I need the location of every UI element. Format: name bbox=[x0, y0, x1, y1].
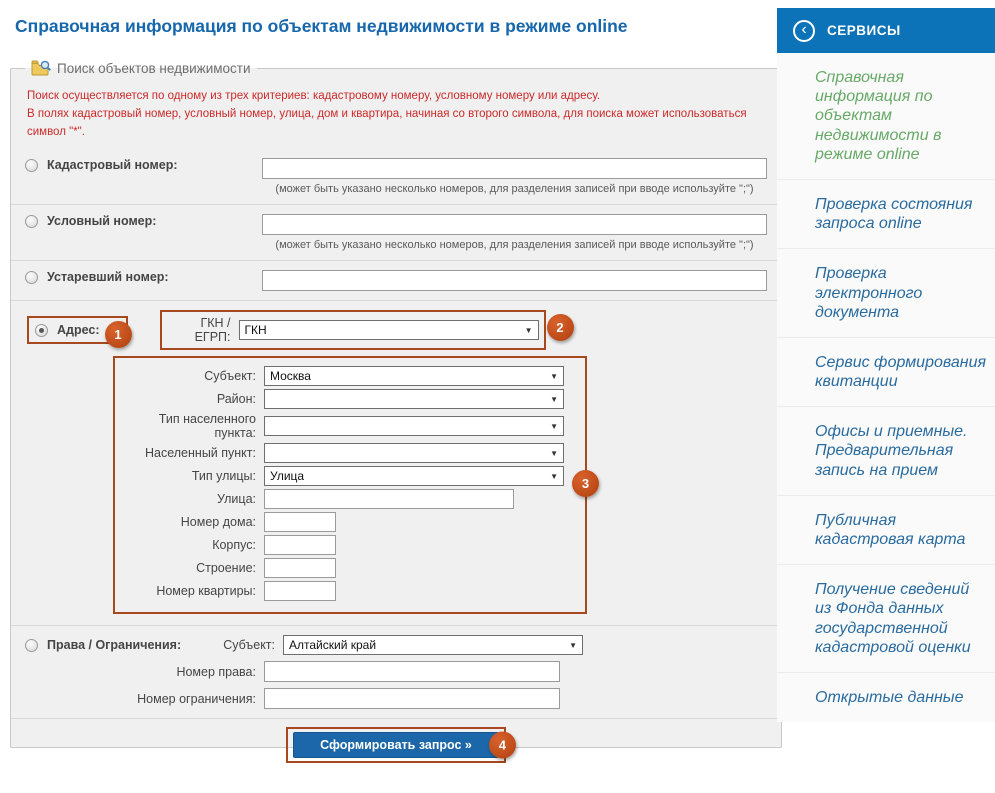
settlement-row bbox=[115, 443, 585, 463]
rights-subject-label: Субъект: bbox=[223, 638, 275, 653]
sidebar-header bbox=[777, 8, 995, 53]
chevron-down-icon: ▼ bbox=[550, 471, 558, 481]
cadastral-number-radio[interactable] bbox=[25, 159, 38, 172]
cadastral-number-row bbox=[11, 149, 781, 204]
annotation-badge-2: 2 bbox=[547, 314, 574, 341]
sidebar-header-title: СЕРВИСЫ bbox=[827, 23, 901, 38]
sidebar-item-request-status[interactable]: Проверка состояния запроса online bbox=[777, 179, 995, 248]
page-title: Справочная информация по объектам недвижимости в режиме online bbox=[15, 16, 628, 36]
settlement-type-row bbox=[115, 412, 585, 440]
building-label: Корпус: bbox=[212, 538, 256, 553]
settlement-type-label: Тип населенного пункта: bbox=[158, 412, 256, 441]
address-fields-group bbox=[113, 356, 590, 614]
structure-row bbox=[115, 558, 585, 578]
chevron-down-icon: ▼ bbox=[550, 448, 558, 458]
rights-subject-select-value: Алтайский край bbox=[289, 638, 377, 653]
submit-group bbox=[286, 727, 506, 763]
district-row bbox=[115, 389, 585, 409]
gkn-egrp-select-value: ГКН bbox=[244, 323, 267, 338]
address-row bbox=[11, 300, 781, 625]
address-radio[interactable] bbox=[35, 324, 48, 337]
chevron-down-icon: ▼ bbox=[569, 640, 577, 650]
chevron-down-icon: ▼ bbox=[550, 394, 558, 404]
restriction-number-label: Номер ограничения: bbox=[137, 691, 256, 706]
settlement-type-select[interactable] bbox=[264, 416, 564, 436]
conditional-number-radio[interactable] bbox=[25, 215, 38, 228]
gkn-egrp-label: ГКН / ЕГРП: bbox=[194, 316, 231, 345]
submit-button[interactable]: Сформировать запрос » bbox=[293, 732, 499, 758]
sidebar-item-open-data[interactable]: Открытые данные bbox=[777, 672, 995, 722]
sidebar-item-reference-info[interactable]: Справочная информация по объектам недвижимости в режиме online bbox=[815, 69, 942, 163]
right-number-row bbox=[25, 661, 767, 682]
chevron-down-icon: ▼ bbox=[524, 325, 533, 335]
district-label: Район: bbox=[216, 392, 256, 407]
folder-search-icon bbox=[31, 60, 51, 76]
gkn-egrp-group bbox=[160, 310, 564, 350]
sidebar-item-cadastral-valuation-fund[interactable]: Получение сведений из Фонда данных государственной кадастровой оценки bbox=[777, 564, 995, 672]
obsolete-number-radio[interactable] bbox=[25, 271, 38, 284]
street-row bbox=[115, 489, 585, 509]
apartment-number-label: Номер квартиры: bbox=[156, 584, 256, 599]
right-number-label: Номер права: bbox=[176, 664, 256, 679]
chevron-down-icon: ▼ bbox=[550, 421, 558, 431]
rights-label: Права / Ограничения: bbox=[47, 638, 182, 653]
right-number-input[interactable] bbox=[264, 661, 560, 682]
services-sidebar bbox=[777, 8, 995, 722]
annotation-badge-4: 4 bbox=[489, 732, 516, 759]
address-label: Адрес: bbox=[57, 323, 100, 338]
house-number-input[interactable] bbox=[264, 512, 336, 532]
subject-select-value: Москва bbox=[270, 369, 311, 384]
obsolete-number-label: Устаревший номер: bbox=[47, 270, 169, 285]
form-legend-text: Поиск объектов недвижимости bbox=[57, 60, 251, 76]
settlement-label: Населенный пункт: bbox=[145, 446, 256, 461]
sidebar-item-offices-appointment[interactable]: Офисы и приемные. Предварительная запись на прием bbox=[777, 406, 995, 495]
cadastral-number-input[interactable] bbox=[262, 158, 767, 179]
conditional-number-label: Условный номер: bbox=[47, 214, 157, 229]
rights-radio[interactable] bbox=[25, 639, 38, 652]
annotation-badge-3: 3 bbox=[572, 470, 599, 497]
subject-row bbox=[115, 366, 585, 386]
sidebar-item-edoc-check[interactable]: Проверка электронного документа bbox=[777, 248, 995, 337]
street-type-label: Тип улицы: bbox=[191, 469, 256, 484]
subject-select[interactable] bbox=[264, 366, 564, 386]
street-type-select-value: Улица bbox=[270, 469, 305, 484]
house-number-label: Номер дома: bbox=[180, 515, 256, 530]
sidebar-list bbox=[777, 53, 995, 722]
apartment-number-row bbox=[115, 581, 585, 601]
restriction-number-input[interactable] bbox=[264, 688, 560, 709]
street-label: Улица: bbox=[217, 492, 256, 507]
cadastral-number-hint: (может быть указано несколько номеров, для разделения записей при вводе используйте ";") bbox=[275, 183, 754, 196]
sidebar-item-public-cadastral-map[interactable]: Публичная кадастровая карта bbox=[777, 495, 995, 564]
gkn-egrp-select[interactable] bbox=[239, 320, 539, 340]
search-hint-line2: В полях кадастровый номер, условный номер, улица, дом и квартира, начиная со второго символа, для поиска может использоваться символ "*". bbox=[27, 107, 747, 138]
obsolete-number-row bbox=[11, 260, 781, 300]
search-hint-line1: Поиск осуществляется по одному из трех критериев: кадастровому номеру, условному номеру или адресу. bbox=[27, 90, 601, 102]
form-legend bbox=[25, 60, 257, 76]
rights-row bbox=[11, 625, 781, 718]
cadastral-number-label: Кадастровый номер: bbox=[47, 158, 178, 173]
search-form bbox=[10, 60, 782, 753]
street-input[interactable] bbox=[264, 489, 514, 509]
street-type-select[interactable] bbox=[264, 466, 564, 486]
building-row bbox=[115, 535, 585, 555]
conditional-number-input[interactable] bbox=[262, 214, 767, 235]
structure-label: Строение: bbox=[196, 561, 256, 576]
chevron-down-icon: ▼ bbox=[550, 371, 558, 381]
subject-label: Субъект: bbox=[204, 369, 256, 384]
address-radio-group bbox=[27, 316, 128, 344]
rights-subject-select[interactable] bbox=[283, 635, 583, 655]
conditional-number-row bbox=[11, 204, 781, 260]
settlement-select[interactable] bbox=[264, 443, 564, 463]
search-hint bbox=[11, 76, 781, 149]
district-select[interactable] bbox=[264, 389, 564, 409]
back-icon[interactable]: ‹ bbox=[793, 20, 815, 42]
restriction-number-row bbox=[25, 688, 767, 709]
sidebar-item-receipt-service[interactable]: Сервис формирования квитанции bbox=[777, 337, 995, 406]
submit-row bbox=[11, 718, 781, 773]
annotation-badge-1: 1 bbox=[105, 321, 132, 348]
street-type-row bbox=[115, 466, 585, 486]
house-number-row bbox=[115, 512, 585, 532]
structure-input[interactable] bbox=[264, 558, 336, 578]
obsolete-number-input[interactable] bbox=[262, 270, 767, 291]
conditional-number-hint: (может быть указано несколько номеров, для разделения записей при вводе используйте ";") bbox=[275, 239, 754, 252]
apartment-number-input[interactable] bbox=[264, 581, 336, 601]
building-input[interactable] bbox=[264, 535, 336, 555]
